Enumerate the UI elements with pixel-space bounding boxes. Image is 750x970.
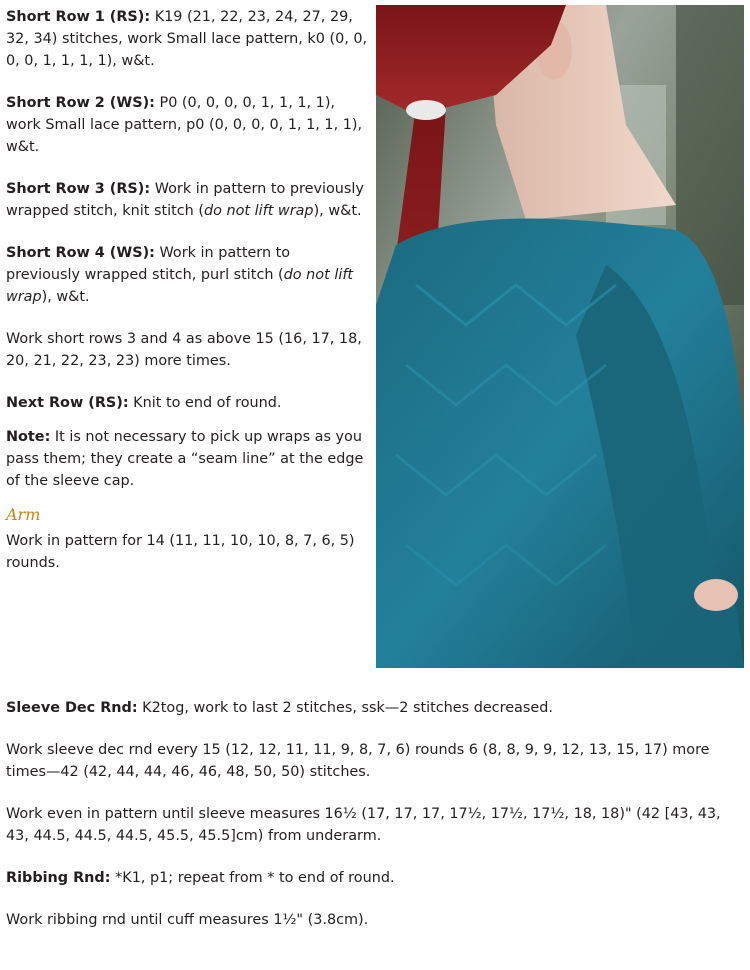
model-photo [376,5,744,668]
instructions-lower [6,697,742,951]
sleeve-dec-rnd: Sleeve Dec Rnd: K2tog, work to last 2 stitches, ssk—2 stitches decreased. [6,700,553,716]
sleeve-dec-repeat: Work sleeve dec rnd every 15 (12, 12, 11, 11, 9, 8, 7, 6) rounds 6 (8, 8, 9, 9, 12, 13, 15, 17) more times—42 (42, 44, 44, 46, 46, 48, 50, 50) stitches. [6,742,710,780]
section-heading-arm: Arm [6,505,41,524]
work-even: Work even in pattern until sleeve measures 16½ (17, 17, 17, 17½, 17½, 17½, 18, 18)" (42 [43, 43, 43, 44.5, 44.5, 44.5, 45.5, 45.5]cm) from underarm. [6,806,721,844]
instructions-column [6,6,368,594]
ribbing-until: Work ribbing rnd until cuff measures 1½" (3.8cm). [6,912,369,928]
short-row-2: Short Row 2 (WS): P0 (0, 0, 0, 0, 1, 1, 1, 1), work Small lace pattern, p0 (0, 0, 0, 0, 1, 1, 1, 1), w&t. [6,95,363,155]
short-row-4: Short Row 4 (WS): Work in pattern to previously wrapped stitch, purl stitch (do not lift wrap), w&t. [6,245,354,305]
repeat-short-rows: Work short rows 3 and 4 as above 15 (16, 17, 18, 20, 21, 22, 23, 23) more times. [6,331,362,369]
short-row-3: Short Row 3 (RS): Work in pattern to previously wrapped stitch, knit stitch (do not lift wrap), w&t. [6,181,364,219]
note: Note: It is not necessary to pick up wraps as you pass them; they create a “seam line” at the edge of the sleeve cap. [6,429,364,489]
short-row-1: Short Row 1 (RS): K19 (21, 22, 23, 24, 27, 29, 32, 34) stitches, work Small lace pattern, k0 (0, 0, 0, 0, 1, 1, 1, 1), w&t. [6,9,368,69]
arm-instructions: Work in pattern for 14 (11, 11, 10, 10, 8, 7, 6, 5) rounds. [6,533,355,571]
next-row: Next Row (RS): Knit to end of round. [6,395,282,411]
ribbing-rnd: Ribbing Rnd: *K1, p1; repeat from * to end of round. [6,870,395,886]
